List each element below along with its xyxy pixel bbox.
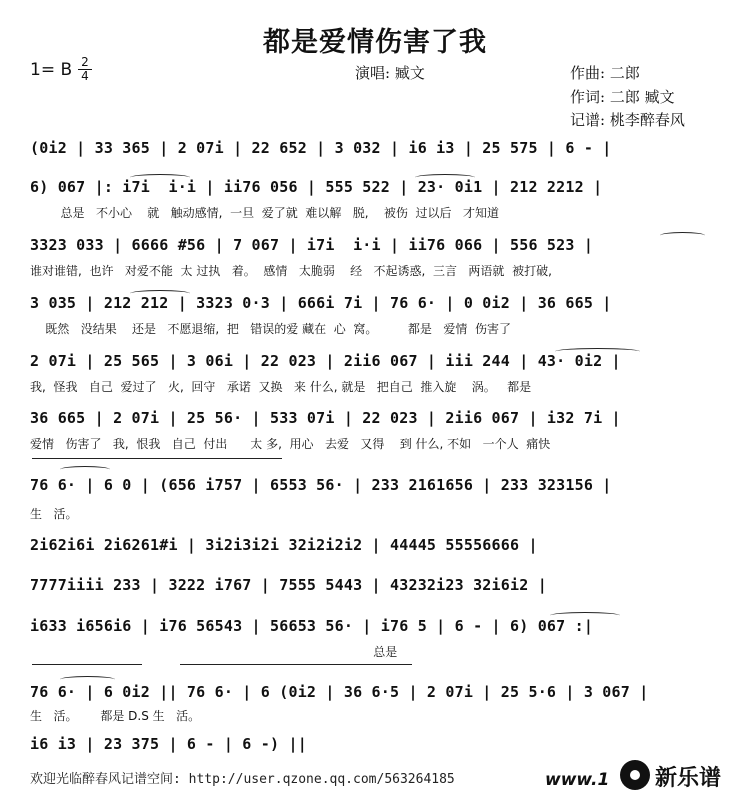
lyric-row-7: 生 活。 [30,507,78,521]
score-row-6: 36 665 | 2 07i | 25 56· | 533 07i | 22 023 | 2ii6 067 | i32 7i | [30,409,621,427]
slur-arc [555,348,640,355]
time-signature [78,56,92,83]
logo-text: 新乐谱 [655,766,722,791]
volta-bracket-2 [32,664,142,665]
lyric-row-10: 总是 [30,645,398,659]
score-row-1: (0i2 | 33 365 | 2 07i | 22 652 | 3 032 | i6 i3 | 25 575 | 6 - | [30,139,612,157]
transcriber-credit: 记谱: 桃李醉春风 [570,111,685,129]
score-row-11: 76 6· | 6 0i2 || 76 6· | 6 (0i2 | 36 6·5 | 2 07i | 25 5·6 | 3 067 | [30,683,649,701]
lyric-row-11: 生 活。 都是 D.S 生 活。 [30,709,201,723]
singer-credit: 演唱: 臧文 [355,64,425,82]
score-row-2: 6) 067 |: i7i i·i | ii76 056 | 555 522 | 23· 0i1 | 212 2212 | [30,178,603,196]
watermark-url: www.1 [545,770,610,790]
footer-credit: 欢迎光临醉春风记谱空间: http://user.qzone.qq.com/563264185 [30,772,455,787]
lyric-row-5: 我, 怪我 自己 爱过了 火, 回守 承诺 又换 来 什么, 就是 把自己 推入旋 涡。 都是 [30,380,532,394]
slur-arc [415,174,475,181]
score-row-4: 3 035 | 212 212 | 3323 0·3 | 666i 7i | 76 6· | 0 0i2 | 36 665 | [30,294,612,312]
volta-bracket-3 [180,664,412,665]
key-signature: 1= B [30,60,73,80]
volta-bracket-1 [32,458,282,459]
logo-disc-icon [620,760,650,790]
lyric-row-4: 既然 没结果 还是 不愿退缩, 把 错误的爱 藏在 心 窝。 都是 爱情 伤害了 [30,322,511,336]
composer-credit: 作曲: 二郎 [570,64,640,82]
score-row-9: 7777iiii 233 | 3222 i767 | 7555 5443 | 43232i23 32i6i2 | [30,576,547,594]
score-row-7: 76 6· | 6 0 | (656 i757 | 6553 56· | 233 2161656 | 233 323156 | [30,476,612,494]
slur-arc [130,290,190,297]
slur-arc [550,612,620,619]
lyric-row-2: 总是 不小心 就 触动感情, 一旦 爱了就 难以解 脱, 被伤 过以后 才知道 [30,206,499,220]
slur-arc [660,232,705,239]
score-row-3: 3323 033 | 6666 #56 | 7 067 | i7i i·i | ii76 066 | 556 523 | [30,236,594,254]
song-title: 都是爱情伤害了我 [263,27,487,58]
score-row-12: i6 i3 | 23 375 | 6 - | 6 -) || [30,735,307,753]
lyric-row-3: 谁对谁错, 也许 对爱不能 太 过执 着。 感情 太脆弱 经 不起诱惑, 三言 两语就 被打破, [30,264,552,278]
score-row-5: 2 07i | 25 565 | 3 06i | 22 023 | 2ii6 067 | iii 244 | 43· 0i2 | [30,352,621,370]
meter-top: 2 [81,55,89,69]
lyric-row-1 [30,160,720,176]
lyric-row-6: 爱情 伤害了 我, 恨我 自己 付出 太 多, 用心 去爱 又得 到 什么, 不如 一个人 痛快 [30,437,551,451]
meter-bottom: 4 [81,69,89,83]
lyricist-credit: 作词: 二郎 臧文 [570,88,675,106]
slur-arc [130,174,190,181]
slur-arc [60,676,115,683]
score-row-8: 2i62i6i 2i6261#i | 3i2i3i2i 32i2i2i2 | 44445 55556666 | [30,536,538,554]
slur-arc [60,466,110,473]
score-row-10: i633 i656i6 | i76 56543 | 56653 56· | i76 5 | 6 - | 6) 067 :| [30,617,594,635]
